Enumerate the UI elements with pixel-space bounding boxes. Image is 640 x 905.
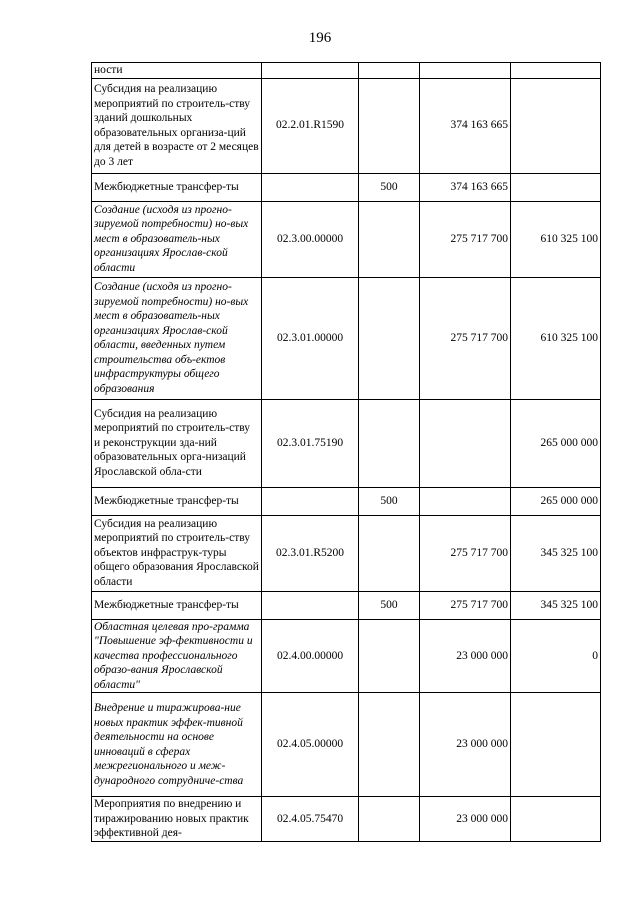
row-expense-type-cell: [359, 201, 420, 277]
row-name-cell: Мероприятия по внедрению и тиражированию новых практик эффективной дея-: [92, 797, 262, 842]
row-amount-year1-cell: 275 717 700: [420, 277, 511, 399]
row-amount-year1-cell: [420, 63, 511, 79]
row-amount-year1-cell: 23 000 000: [420, 797, 511, 842]
row-amount-year1-cell: [420, 399, 511, 487]
row-name-cell: Субсидия на реализацию мероприятий по строитель-ству объектов инфраструк-туры общего образования Ярославской области: [92, 515, 262, 591]
row-code-cell: 02.2.01.R1590: [262, 78, 359, 173]
table-row: [92, 277, 601, 399]
row-code-cell: [262, 591, 359, 619]
table-row: [92, 693, 601, 797]
row-amount-year2-cell: [511, 78, 601, 173]
row-name-cell: Субсидия на реализацию мероприятий по строитель-ству и реконструкции зда-ний образовательных орга-низаций Ярославской обла-сти: [92, 399, 262, 487]
table-row: [92, 797, 601, 842]
row-name-cell: ности: [92, 63, 262, 79]
row-amount-year2-cell: 265 000 000: [511, 399, 601, 487]
table-row: [92, 591, 601, 619]
table-row: [92, 399, 601, 487]
row-expense-type-cell: [359, 619, 420, 693]
row-name-cell: Субсидия на реализацию мероприятий по строитель-ству зданий дошкольных образовательных организа-ций для детей в возрасте от 2 месяцев до 3 лет: [92, 78, 262, 173]
row-amount-year1-cell: 374 163 665: [420, 78, 511, 173]
row-amount-year2-cell: [511, 693, 601, 797]
row-amount-year2-cell: [511, 63, 601, 79]
budget-table-body: [92, 63, 601, 842]
row-amount-year2-cell: 610 325 100: [511, 201, 601, 277]
row-code-cell: 02.3.01.R5200: [262, 515, 359, 591]
row-amount-year2-cell: 345 325 100: [511, 591, 601, 619]
row-code-cell: 02.3.00.00000: [262, 201, 359, 277]
row-code-cell: 02.4.05.75470: [262, 797, 359, 842]
table-row: [92, 78, 601, 173]
row-name-cell: Создание (исходя из прогно-зируемой потребности) но-вых мест в образователь-ных организациях Ярослав-ской области: [92, 201, 262, 277]
row-name-cell: Областная целевая про-грамма "Повышение эф-фективности и качества профессионального образо-вания Ярославской области": [92, 619, 262, 693]
row-amount-year2-cell: 265 000 000: [511, 487, 601, 515]
row-amount-year1-cell: [420, 487, 511, 515]
row-expense-type-cell: [359, 78, 420, 173]
page-number: 196: [308, 30, 332, 46]
row-name-cell: Внедрение и тиражирова-ние новых практик эффек-тивной деятельности на основе инноваций в сферах межрегионального и меж-дународного сотрудниче-ства: [92, 693, 262, 797]
row-amount-year1-cell: 275 717 700: [420, 201, 511, 277]
row-amount-year2-cell: [511, 797, 601, 842]
row-expense-type-cell: [359, 797, 420, 842]
table-row: [92, 619, 601, 693]
table-row: [92, 201, 601, 277]
row-code-cell: 02.4.05.00000: [262, 693, 359, 797]
row-expense-type-cell: 500: [359, 487, 420, 515]
row-code-cell: 02.3.01.00000: [262, 277, 359, 399]
row-name-cell: Создание (исходя из прогно-зируемой потребности) но-вых мест в образователь-ных организациях Ярослав-ской области, введенных путем строительства объ-ектов инфраструктуры общего образования: [92, 277, 262, 399]
row-amount-year1-cell: 23 000 000: [420, 693, 511, 797]
row-name-cell: Межбюджетные трансфер-ты: [92, 173, 262, 201]
row-expense-type-cell: [359, 399, 420, 487]
table-row: [92, 173, 601, 201]
row-amount-year1-cell: 374 163 665: [420, 173, 511, 201]
row-amount-year2-cell: 0: [511, 619, 601, 693]
row-code-cell: 02.4.00.00000: [262, 619, 359, 693]
row-expense-type-cell: [359, 63, 420, 79]
budget-table: [91, 62, 601, 842]
row-code-cell: [262, 63, 359, 79]
table-row: [92, 515, 601, 591]
row-name-cell: Межбюджетные трансфер-ты: [92, 591, 262, 619]
row-amount-year1-cell: 23 000 000: [420, 619, 511, 693]
table-row: [92, 63, 601, 79]
row-expense-type-cell: [359, 277, 420, 399]
row-amount-year2-cell: 610 325 100: [511, 277, 601, 399]
row-expense-type-cell: [359, 693, 420, 797]
row-amount-year2-cell: 345 325 100: [511, 515, 601, 591]
row-amount-year1-cell: 275 717 700: [420, 591, 511, 619]
row-expense-type-cell: [359, 515, 420, 591]
row-expense-type-cell: 500: [359, 591, 420, 619]
row-name-cell: Межбюджетные трансфер-ты: [92, 487, 262, 515]
table-row: [92, 487, 601, 515]
row-code-cell: [262, 173, 359, 201]
row-code-cell: 02.3.01.75190: [262, 399, 359, 487]
row-amount-year2-cell: [511, 173, 601, 201]
row-expense-type-cell: 500: [359, 173, 420, 201]
row-code-cell: [262, 487, 359, 515]
row-amount-year1-cell: 275 717 700: [420, 515, 511, 591]
